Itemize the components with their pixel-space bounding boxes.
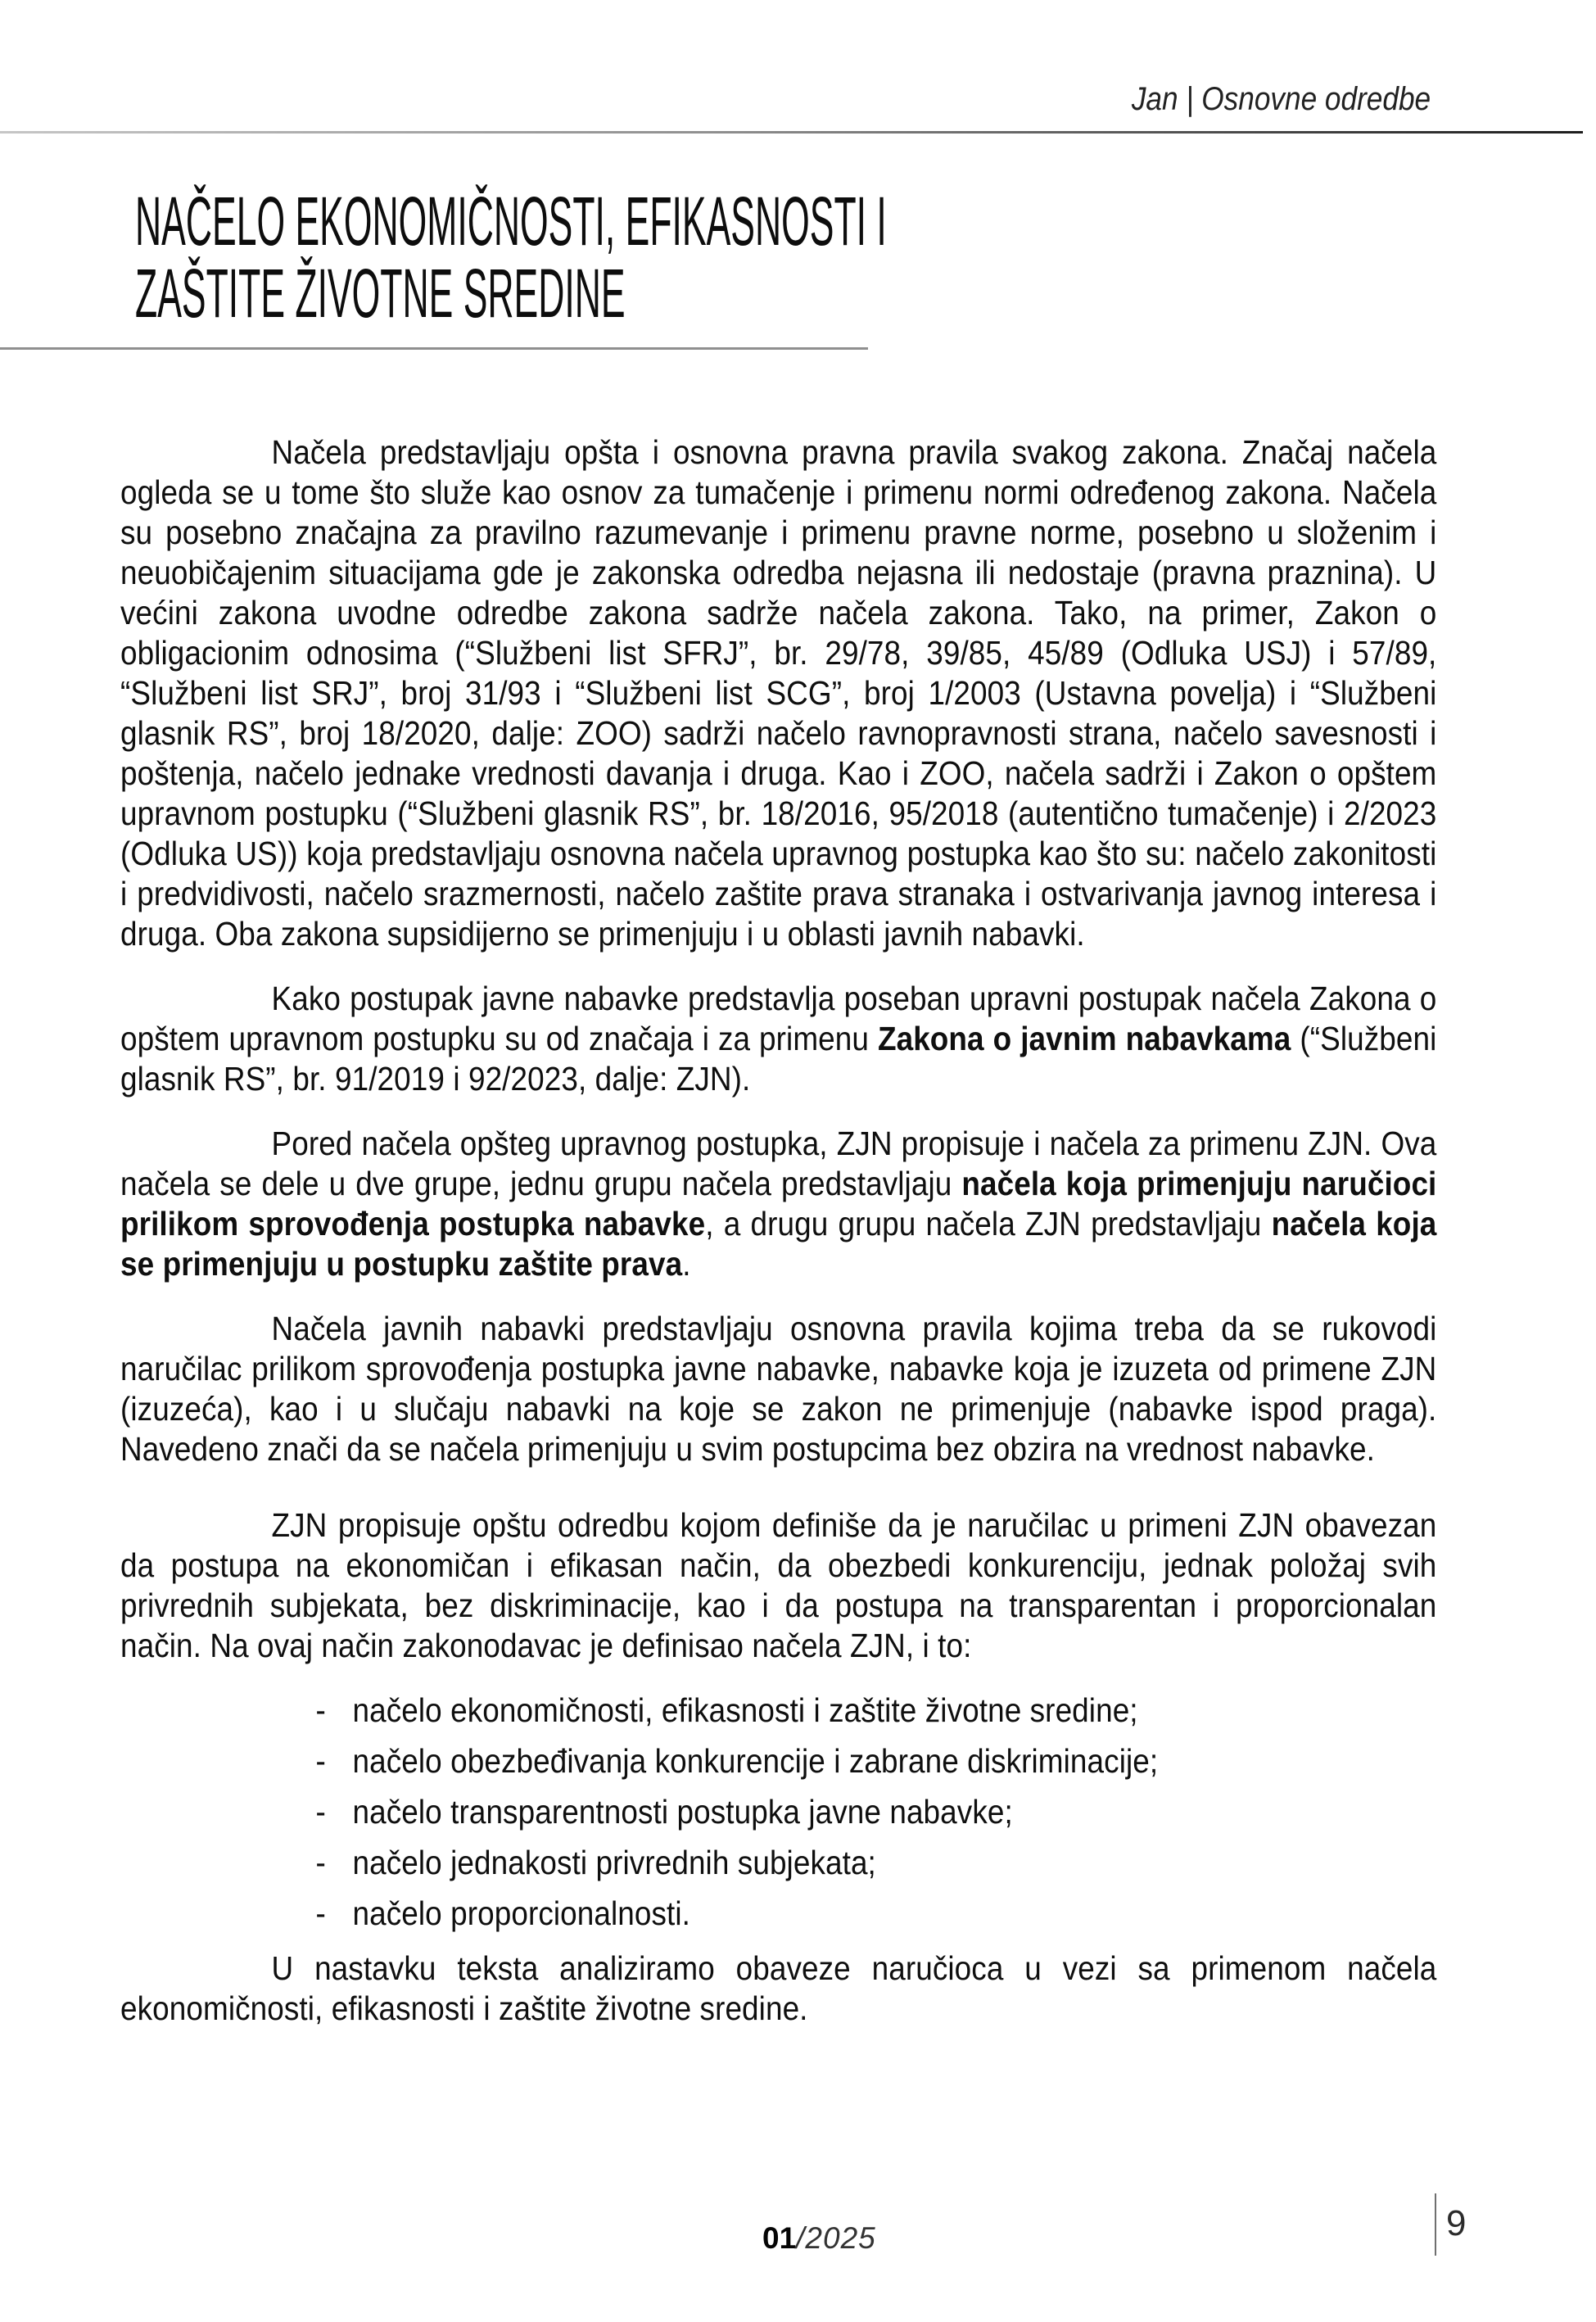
body-text: Načela javnih nabavki predstavljaju osnovna pravila kojima treba da se rukovodi naručilac prilikom sprovođenja postupka javne nabavke, nabavke koja je izuzeta od primene ZJN (izuzeća), kao i u slučaju nabavki na koje se zakon ne primenjuje (nabavke ispod praga). Navedeno znači da se načela primenjuju u svim postupcima bez obzira na vrednost nabavke. xyxy=(120,1310,1437,1468)
page-number: 9 xyxy=(1446,2203,1467,2243)
body-text: U nastavku teksta analiziramo obaveze naručioca u vezi sa primenom načela ekonomičnosti, efikasnosti i zaštite životne sredine. xyxy=(120,1949,1437,2027)
list-item-text: načelo proporcionalnosti. xyxy=(352,1894,691,1932)
list-item-text: načelo transparentnosti postupka javne nabavke; xyxy=(352,1793,1013,1831)
bold-text: načela koja primenjuju naručioci prilikom sprovođenja postupka nabavke xyxy=(120,1165,1437,1242)
principles-list xyxy=(120,1691,1436,1934)
issue-number: 01 xyxy=(762,2221,797,2255)
list-dash-marker: - xyxy=(315,1742,326,1780)
paragraph xyxy=(120,1505,1436,1666)
paragraph xyxy=(120,1124,1436,1284)
article-title-line2: ZAŠTITE ŽIVOTNE SREDINE xyxy=(135,255,626,332)
list-dash-marker: - xyxy=(315,1844,326,1881)
list-item xyxy=(316,1792,1437,1832)
body-text: Kako postupak javne nabavke predstavlja poseban upravni postupak načela Zakona o opštem upravnom postupku su od značaja i za primenu xyxy=(120,980,1437,1057)
issue-year: /2025 xyxy=(796,2221,876,2255)
list-item xyxy=(316,1894,1437,1934)
bold-text: načela koja se primenjuju u postupku zaštite prava xyxy=(120,1205,1437,1283)
header-rule xyxy=(0,131,1583,134)
paragraph xyxy=(120,1309,1436,1469)
body-text: Pored načela opšteg upravnog postupka, ZJN propisuje i načela za primenu ZJN. Ova načela se dele u dve grupe, jednu grupu načela predstavljaju xyxy=(120,1125,1437,1202)
body-paragraphs xyxy=(120,432,1436,1666)
body-text: (“Službeni glasnik RS”, br. 91/2019 i 92/2023, dalje: ZJN). xyxy=(120,1020,1437,1098)
list-item xyxy=(316,1843,1437,1883)
paragraph xyxy=(120,1949,1436,2029)
list-item xyxy=(316,1741,1437,1781)
article-title-line1: NAČELO EKONOMIČNOSTI, EFIKASNOSTI I xyxy=(135,183,887,260)
paragraph xyxy=(120,432,1436,954)
list-dash-marker: - xyxy=(315,1793,326,1831)
page-number-rule xyxy=(1435,2193,1436,2256)
title-rule xyxy=(0,347,868,350)
closing-paragraph-container xyxy=(120,1949,1436,2029)
header-section-label: Jan | Osnovne odredbe xyxy=(1131,81,1431,117)
list-item-text: načelo ekonomičnosti, efikasnosti i zaštite životne sredine; xyxy=(352,1691,1138,1729)
list-item-text: načelo obezbeđivanja konkurencije i zabrane diskriminacije; xyxy=(352,1742,1159,1780)
article-title xyxy=(135,183,887,332)
body-text: Načela predstavljaju opšta i osnovna pravna pravila svakog zakona. Značaj načela ogleda se u tome što služe kao osnov za tumačenje i primenu normi određenog zakona. Načela su posebno značajna za pravilno razumevanje i primenu pravne norme, posebno u složenim i neuobičajenim situacijama gde je zakonska odredba nejasna ili nedostaje (pravna praznina). U većini zakona uvodne odredbe zakona sadrže načela zakona. Tako, na primer, Zakon o obligacionim odnosima (“Službeni list SFRJ”, br. 29/78, 39/85, 45/89 (Odluka USJ) i 57/89, “Službeni list SRJ”, broj 31/93 i “Službeni list SCG”, broj 1/2003 (Ustavna povelja) i “Službeni glasnik RS”, broj 18/2020, dalje: ZOO) sadrži načelo ravnopravnosti strana, načelo savesnosti i poštenja, načelo jednake vrednosti davanja i druga. Kao i ZOO, načela sadrži i Zakon o opštem upravnom postupku (“Službeni glasnik RS”, br. 18/2016, 95/2018 (autentično tumačenje) i 2/2023 (Odluka US)) koja predstavljaju osnovna načela upravnog postupka kao što su: načelo zakonitosti i predvidivosti, načelo srazmernosti, načelo zaštite prava stranaka i ostvarivanja javnog interesa i druga. Oba zakona supsidijerno se primenjuju i u oblasti javnih nabavki. xyxy=(120,433,1437,953)
article-body xyxy=(120,432,1436,2029)
list-dash-marker: - xyxy=(315,1691,326,1729)
body-text: , a drugu grupu načela ZJN predstavljaju xyxy=(705,1205,1272,1242)
body-text: ZJN propisuje opštu odredbu kojom definiše da je naručilac u primeni ZJN obavezan da postupa na ekonomičan i efikasan način, da obezbedi konkurenciju, jednak položaj svih privrednih subjekata, bez diskriminacije, kao i da postupa na transparentan i proporcionalan način. Na ovaj način zakonodavac je definisao načela ZJN, i to: xyxy=(120,1506,1437,1664)
paragraph xyxy=(120,979,1436,1099)
list-item-text: načelo jednakosti privrednih subjekata; xyxy=(352,1844,876,1881)
list-dash-marker: - xyxy=(315,1894,326,1932)
list-item xyxy=(316,1691,1437,1731)
body-text: . xyxy=(682,1245,691,1283)
footer-issue-label xyxy=(762,2221,876,2256)
bold-text: Zakona o javnim nabavkama xyxy=(877,1020,1291,1057)
